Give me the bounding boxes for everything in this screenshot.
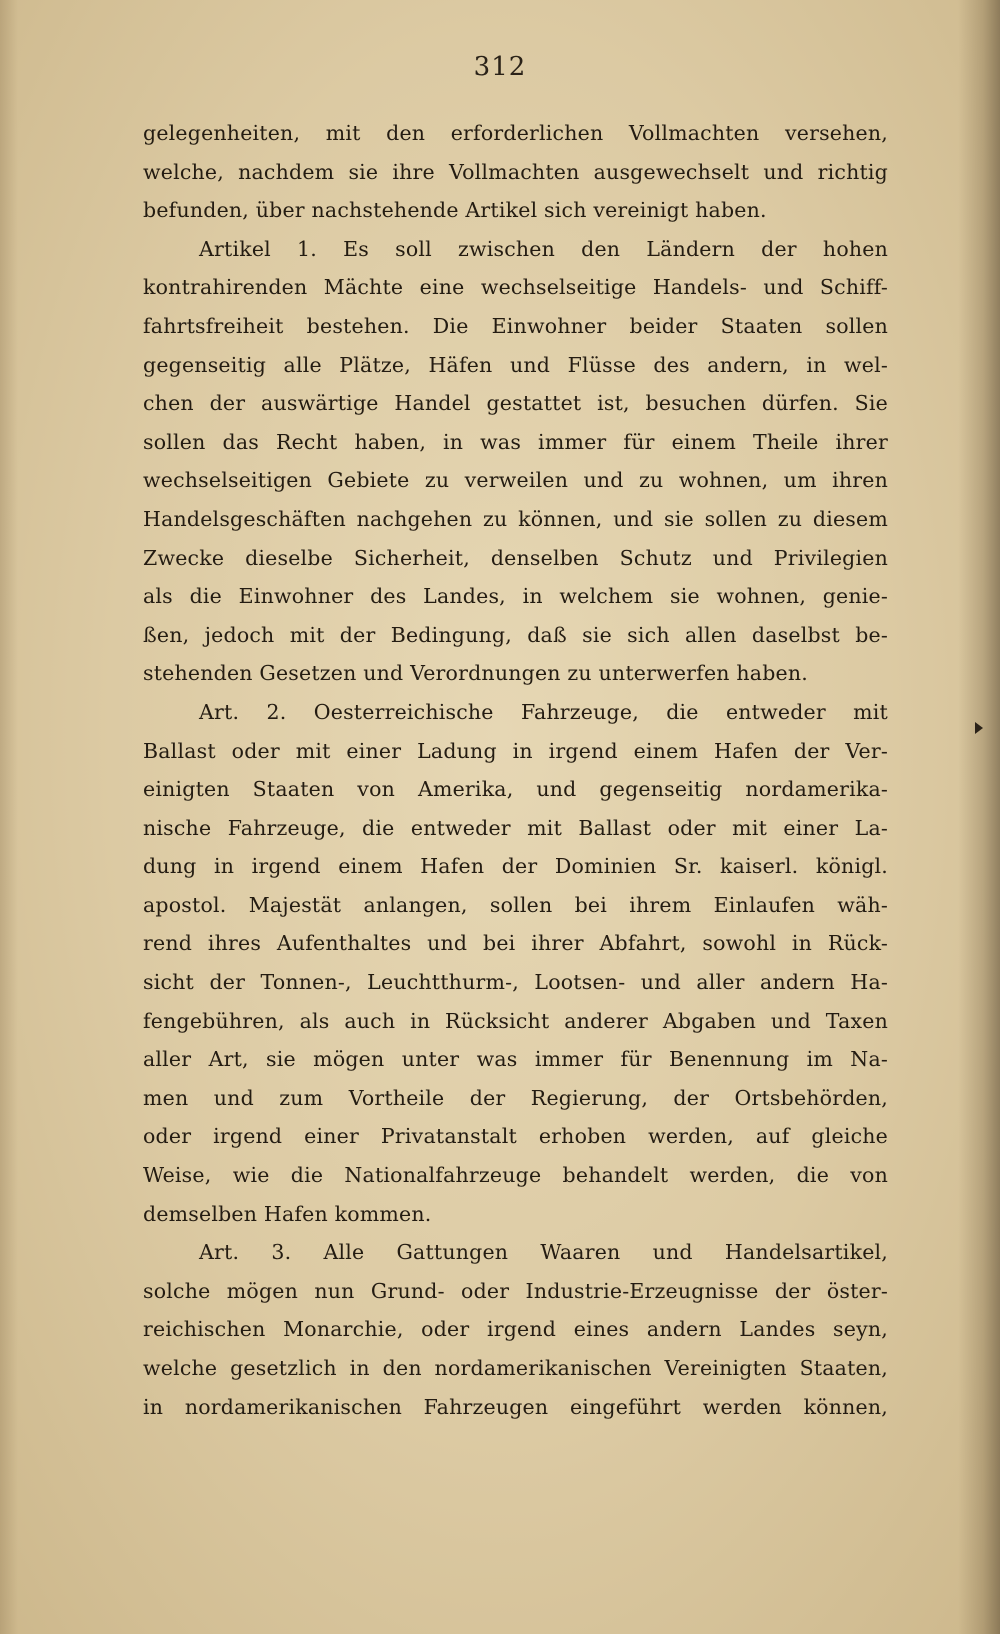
text-line: Weise, wie die Nationalfahrzeuge behandelt werden, die von bbox=[143, 1163, 888, 1188]
page-edge-shading bbox=[0, 0, 18, 1634]
text-line: ßen, jedoch mit der Bedingung, daß sie sich allen daselbst be- bbox=[143, 622, 888, 647]
text-line: befunden, über nachstehende Artikel sich vereinigt haben. bbox=[143, 198, 767, 223]
text-line: demselben Hafen kommen. bbox=[143, 1201, 432, 1226]
text-line: in nordamerikanischen Fahrzeugen eingeführt werden können, bbox=[143, 1394, 888, 1419]
text-line: chen der auswärtige Handel gestattet ist, besuchen dürfen. Sie bbox=[143, 391, 888, 416]
text-line: solche mögen nun Grund- oder Industrie-Erzeugnisse der öster- bbox=[143, 1278, 888, 1303]
text-line: wechselseitigen Gebiete zu verweilen und zu wohnen, um ihren bbox=[143, 468, 888, 493]
text-line: fengebühren, als auch in Rücksicht anderer Abgaben und Taxen bbox=[143, 1008, 888, 1033]
text-line: gegenseitig alle Plätze, Häfen und Flüsse des andern, in wel- bbox=[143, 352, 888, 377]
text-line: rend ihres Aufenthaltes und bei ihrer Abfahrt, sowohl in Rück- bbox=[143, 931, 888, 956]
text-line: einigten Staaten von Amerika, und gegenseitig nordamerika- bbox=[143, 777, 888, 802]
page-number: 312 bbox=[473, 52, 527, 82]
text-line: Ballast oder mit einer Ladung in irgend einem Hafen der Ver- bbox=[143, 738, 888, 763]
text-line: welche gesetzlich in den nordamerikanischen Vereinigten Staaten, bbox=[143, 1356, 888, 1380]
text-line: sollen das Recht haben, in was immer für einem Theile ihrer bbox=[143, 429, 888, 454]
body-text bbox=[143, 114, 888, 1426]
text-line: als die Einwohner des Landes, in welchem sie wohnen, genie- bbox=[143, 584, 888, 609]
margin-mark bbox=[975, 722, 983, 734]
text-line: gelegenheiten, mit den erforderlichen Vollmachten versehen, bbox=[143, 121, 888, 145]
text-line: sicht der Tonnen-, Leuchtthurm-, Lootsen- und aller andern Ha- bbox=[143, 970, 888, 995]
text-line: fahrtsfreiheit bestehen. Die Einwohner beider Staaten sollen bbox=[143, 313, 888, 338]
text-line: Handelsgeschäften nachgehen zu können, und sie sollen zu diesem bbox=[143, 506, 888, 531]
text-line: Zwecke dieselbe Sicherheit, denselben Schutz und Privilegien bbox=[143, 545, 888, 570]
text-line: nische Fahrzeuge, die entweder mit Ballast oder mit einer La- bbox=[143, 815, 888, 840]
text-line: stehenden Gesetzen und Verordnungen zu unterwerfen haben. bbox=[143, 661, 809, 686]
text-line: reichischen Monarchie, oder irgend eines andern Landes seyn, bbox=[143, 1317, 888, 1342]
article-3-heading-line: Art. 3. Alle Gattungen Waaren und Handelsartikel, bbox=[199, 1240, 888, 1265]
article-2-heading-line: Art. 2. Oesterreichische Fahrzeuge, die entweder mit bbox=[199, 699, 888, 724]
spine-shadow bbox=[958, 0, 1000, 1634]
text-line: oder irgend einer Privatanstalt erhoben werden, auf gleiche bbox=[143, 1124, 888, 1149]
article-1-heading-line: Artikel 1. Es soll zwischen den Ländern der hohen bbox=[199, 236, 888, 261]
text-line: aller Art, sie mögen unter was immer für Benennung im Na- bbox=[143, 1047, 888, 1072]
text-line: kontrahirenden Mächte eine wechselseitige Handels- und Schiff- bbox=[143, 275, 888, 300]
text-line: dung in irgend einem Hafen der Dominien Sr. kaiserl. königl. bbox=[143, 854, 888, 879]
text-line: men und zum Vortheile der Regierung, der Ortsbehörden, bbox=[143, 1085, 888, 1110]
text-line: welche, nachdem sie ihre Vollmachten ausgewechselt und richtig bbox=[143, 159, 888, 184]
text-line: apostol. Majestät anlangen, sollen bei ihrem Einlaufen wäh- bbox=[143, 892, 888, 917]
